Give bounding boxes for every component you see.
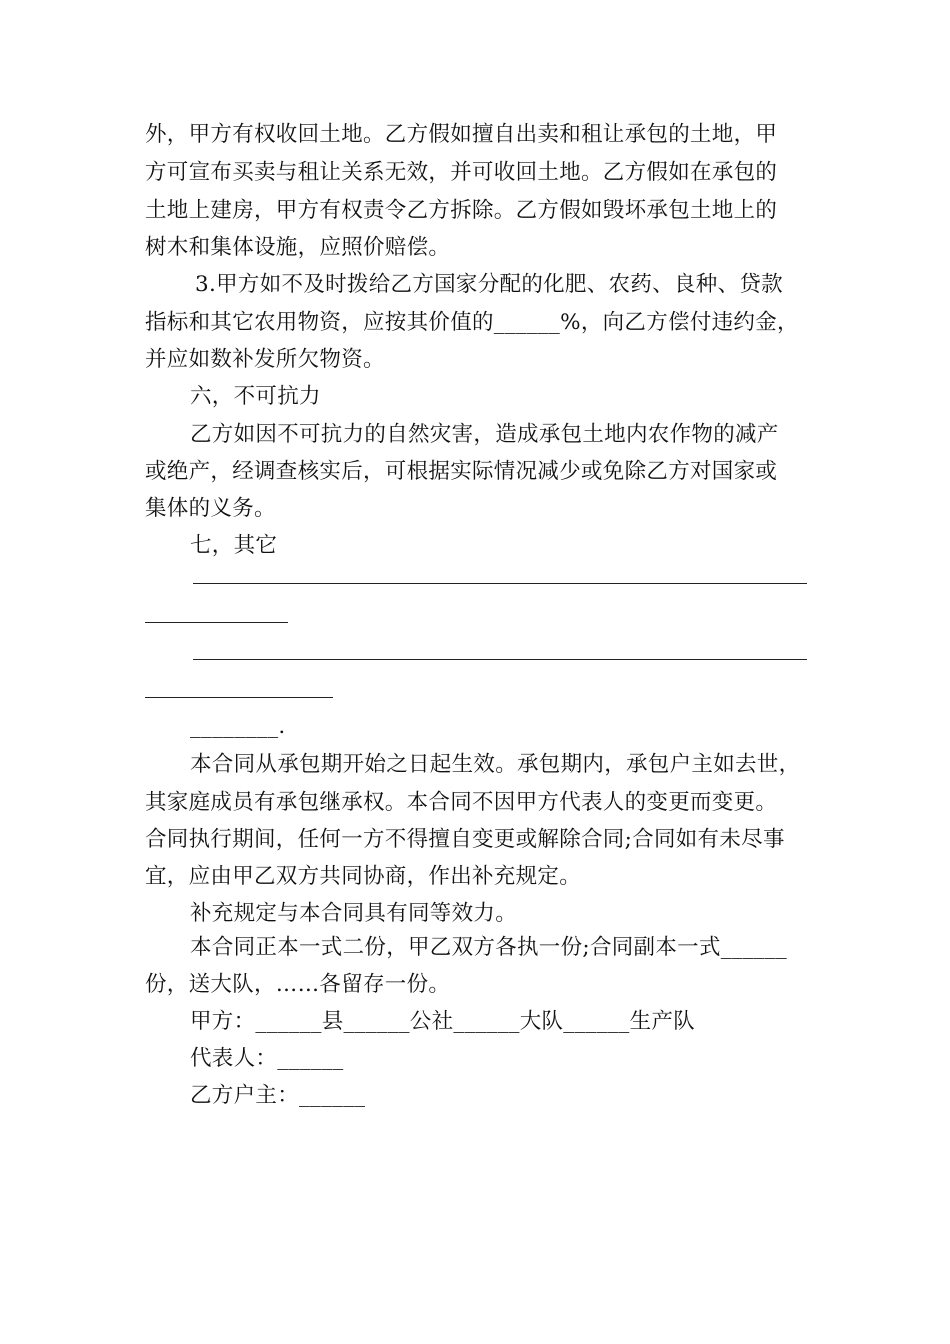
text-line: ________. — [190, 714, 286, 739]
signature-line-representative: 代表人：______ — [190, 1046, 344, 1071]
text-line: 树木和集体设施，应照价赔偿。 — [145, 235, 451, 260]
text-line: 指标和其它农用物资，应按其价值的______%，向乙方偿付违约金， — [145, 310, 799, 335]
blank-rule — [145, 697, 333, 698]
signature-line-party-a: 甲方：______县______公社______大队______生产队 — [190, 1009, 696, 1034]
text-line: 宜，应由甲乙双方共同协商，作出补充规定。 — [145, 864, 582, 889]
text-line: 份，送大队，……各留存一份。 — [145, 972, 451, 997]
section-heading: 六，不可抗力 — [190, 384, 321, 409]
text-line: 补充规定与本合同具有同等效力。 — [190, 901, 518, 926]
signature-line-party-b: 乙方户主：______ — [190, 1083, 366, 1108]
text-line: 3.甲方如不及时拨给乙方国家分配的化肥、农药、良种、贷款 — [195, 272, 783, 297]
blank-rule — [145, 622, 288, 623]
text-line: 合同执行期间，任何一方不得擅自变更或解除合同;合同如有未尽事 — [145, 827, 785, 852]
text-line: 土地上建房，甲方有权责令乙方拆除。乙方假如毁坏承包土地上的 — [145, 198, 778, 223]
text-line: 其家庭成员有承包继承权。本合同不因甲方代表人的变更而变更。 — [145, 790, 778, 815]
blank-rule — [193, 583, 807, 584]
blank-rule — [193, 659, 807, 660]
text-line: 本合同正本一式二份，甲乙双方各执一份;合同副本一式______ — [190, 935, 788, 960]
text-line: 外，甲方有权收回土地。乙方假如擅自出卖和租让承包的土地，甲 — [145, 122, 778, 147]
text-line: 并应如数补发所欠物资。 — [145, 347, 385, 372]
text-line: 或绝产，经调查核实后，可根据实际情况减少或免除乙方对国家或 — [145, 459, 778, 484]
text-line: 本合同从承包期开始之日起生效。承包期内，承包户主如去世， — [190, 752, 801, 777]
text-line: 集体的义务。 — [145, 496, 276, 521]
section-heading: 七，其它 — [190, 533, 278, 558]
text-line: 方可宣布买卖与租让关系无效，并可收回土地。乙方假如在承包的 — [145, 160, 778, 185]
text-line: 乙方如因不可抗力的自然灾害，造成承包土地内农作物的减产 — [190, 422, 779, 447]
